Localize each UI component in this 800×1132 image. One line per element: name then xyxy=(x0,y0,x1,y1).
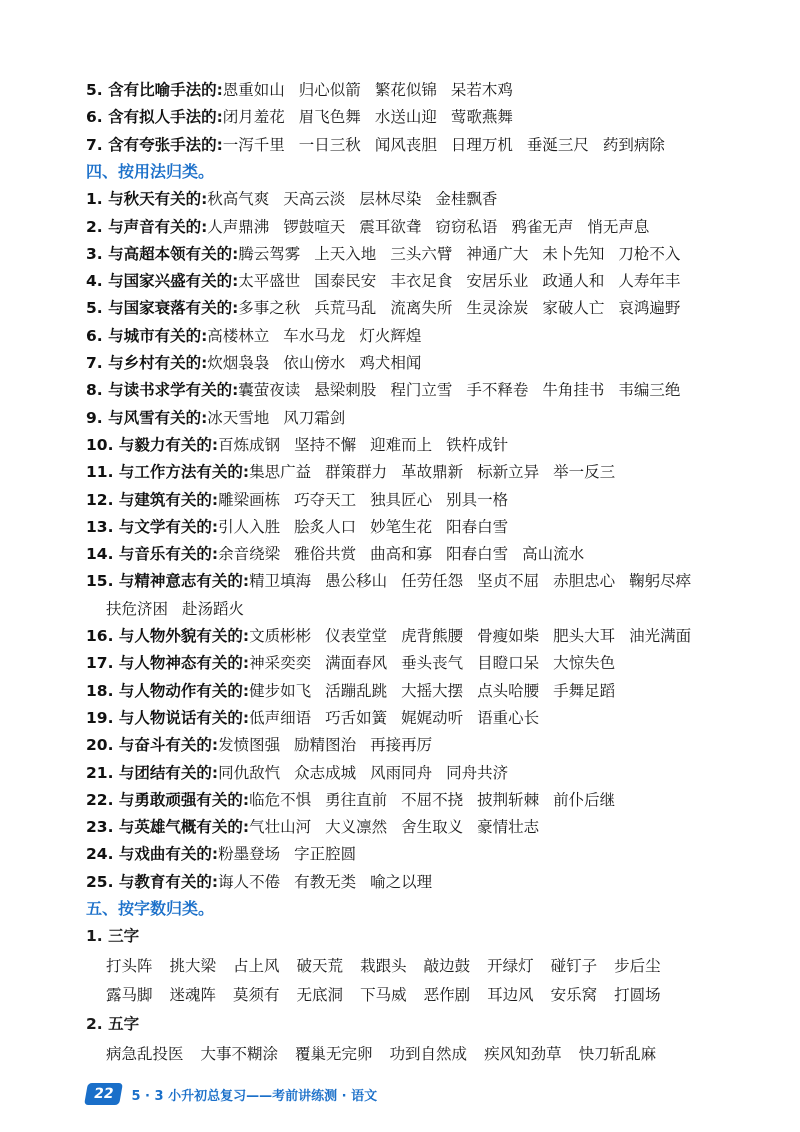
page-number: 22 xyxy=(84,1083,123,1105)
idiom: 风雨同舟 xyxy=(370,763,433,782)
idiom: 打头阵 xyxy=(106,956,153,975)
idiom-list xyxy=(249,791,629,809)
idiom: 不屈不挠 xyxy=(401,790,464,809)
idiom: 精卫填海 xyxy=(249,572,312,591)
char-count-group-label: 1. 三字 xyxy=(86,927,140,946)
idiom-list xyxy=(249,572,705,590)
label-colon: : xyxy=(216,108,223,127)
idiom: 坚持不懈 xyxy=(294,435,357,454)
idiom: 水送山迎 xyxy=(374,108,437,127)
idiom: 疾风知劲草 xyxy=(484,1044,562,1063)
idiom: 牛角挂书 xyxy=(542,381,605,400)
usage-entry xyxy=(86,462,760,482)
idiom: 兵荒马乱 xyxy=(314,299,377,318)
label-colon: : xyxy=(201,354,208,372)
idiom-list xyxy=(238,381,694,399)
entry-label: 12. 与建筑有关的 xyxy=(86,490,212,509)
label-colon: : xyxy=(216,135,223,154)
label-colon: : xyxy=(242,463,250,482)
entry-label: 25. 与教育有关的 xyxy=(86,872,212,891)
idiom: 莫须有 xyxy=(233,985,280,1004)
idiom: 迷魂阵 xyxy=(169,985,217,1004)
idiom-list xyxy=(218,491,522,509)
usage-entry xyxy=(86,353,760,373)
idiom-list xyxy=(207,190,511,208)
idiom-list xyxy=(218,845,370,863)
rhetoric-entry xyxy=(86,135,760,155)
idiom: 病急乱投医 xyxy=(106,1044,184,1063)
char-count-row xyxy=(106,1044,673,1064)
entry-label: 11. 与工作方法有关的 xyxy=(86,463,243,482)
idiom: 巧夺天工 xyxy=(294,490,357,509)
idiom: 坚贞不屈 xyxy=(477,572,540,591)
idiom: 鞠躬尽瘁 xyxy=(629,572,692,591)
book-title: 5 · 3 小升初总复习——考前讲练测 · 语文 xyxy=(131,1088,378,1104)
idiom: 三头六臂 xyxy=(390,244,453,263)
idiom: 点头哈腰 xyxy=(477,681,540,700)
label-colon: : xyxy=(242,572,250,591)
idiom: 大惊失色 xyxy=(553,654,616,673)
entry-label: 6. 与城市有关的 xyxy=(86,326,202,345)
idiom: 恩重如山 xyxy=(222,81,285,99)
idiom-list xyxy=(249,709,553,727)
idiom-list xyxy=(223,81,527,99)
usage-entry xyxy=(86,763,760,783)
idiom: 快刀斩乱麻 xyxy=(578,1044,657,1063)
idiom-list xyxy=(223,108,527,126)
idiom: 日理万机 xyxy=(450,135,513,154)
idiom: 同仇敌忾 xyxy=(218,763,281,782)
label-colon: : xyxy=(242,627,250,645)
idiom: 披荆斩棘 xyxy=(477,790,540,809)
idiom: 赤胆忠心 xyxy=(553,572,616,591)
idiom: 豪情壮志 xyxy=(477,818,540,837)
entry-label: 13. 与文学有关的 xyxy=(86,517,212,536)
idiom: 露马脚 xyxy=(106,985,153,1004)
idiom: 悬梁刺股 xyxy=(314,381,377,400)
label-colon: : xyxy=(232,244,239,263)
idiom: 有教无类 xyxy=(294,872,357,891)
idiom: 手不释卷 xyxy=(466,381,529,400)
usage-entry xyxy=(86,790,760,810)
label-colon: : xyxy=(211,736,219,755)
idiom: 粉墨登场 xyxy=(218,845,281,864)
idiom: 临危不惧 xyxy=(249,790,312,809)
usage-entry xyxy=(86,326,760,346)
idiom: 骨瘦如柴 xyxy=(477,627,540,645)
idiom: 发愤图强 xyxy=(218,736,281,755)
idiom: 大义凛然 xyxy=(325,818,388,837)
idiom: 字正腔圆 xyxy=(294,845,357,864)
usage-entry xyxy=(86,244,760,264)
idiom: 众志成城 xyxy=(294,763,357,782)
idiom: 繁花似锦 xyxy=(374,81,437,99)
idiom: 功到自然成 xyxy=(389,1044,468,1063)
idiom: 太平盛世 xyxy=(238,272,301,291)
label-colon: : xyxy=(242,681,250,700)
entry-label: 5. 与国家衰落有关的 xyxy=(86,299,233,318)
usage-entry xyxy=(86,544,760,564)
idiom: 曲高和寡 xyxy=(370,545,433,564)
char-count-row xyxy=(106,956,678,976)
idiom-list xyxy=(218,736,446,754)
idiom: 下马威 xyxy=(360,985,407,1004)
idiom: 群策群力 xyxy=(325,463,388,482)
idiom: 开绿灯 xyxy=(487,956,534,975)
idiom-list xyxy=(249,818,553,836)
idiom: 秋高气爽 xyxy=(207,190,270,209)
idiom: 安乐窝 xyxy=(550,985,598,1004)
label-colon: : xyxy=(211,872,219,891)
idiom: 人寿年丰 xyxy=(618,272,681,291)
idiom: 铁杵成针 xyxy=(446,435,509,454)
idiom: 碰钉子 xyxy=(550,956,598,975)
idiom: 同舟共济 xyxy=(446,763,509,782)
idiom: 神通广大 xyxy=(466,244,529,263)
idiom: 风刀霜剑 xyxy=(283,408,346,427)
idiom-list xyxy=(207,218,663,236)
idiom: 莺歌燕舞 xyxy=(450,108,513,127)
char-count-group-label: 2. 五字 xyxy=(86,1015,140,1034)
label-colon: : xyxy=(242,818,250,837)
entry-label: 17. 与人物神态有关的 xyxy=(86,654,243,673)
idiom: 囊萤夜读 xyxy=(238,381,301,400)
label-colon: : xyxy=(211,545,219,564)
label-colon: : xyxy=(211,763,219,782)
idiom: 呆若木鸡 xyxy=(450,81,513,99)
idiom-list xyxy=(238,245,694,263)
idiom-list-continuation xyxy=(106,599,760,619)
idiom: 耳边风 xyxy=(487,985,534,1004)
idiom: 未卜先知 xyxy=(542,244,605,263)
idiom: 标新立异 xyxy=(477,463,540,482)
idiom-list xyxy=(249,463,629,481)
idiom-list xyxy=(218,436,522,454)
usage-entry xyxy=(86,517,760,537)
usage-entry xyxy=(86,681,760,701)
rhetoric-entry xyxy=(86,80,760,100)
idiom: 栽跟头 xyxy=(360,956,407,975)
idiom: 安居乐业 xyxy=(466,272,529,291)
usage-entry xyxy=(86,380,760,400)
idiom: 归心似箭 xyxy=(298,81,361,99)
usage-entry xyxy=(86,872,760,892)
entry-label: 14. 与音乐有关的 xyxy=(86,545,212,564)
idiom: 神采奕奕 xyxy=(249,654,312,673)
label-colon: : xyxy=(211,490,219,509)
idiom: 政通人和 xyxy=(542,272,605,291)
idiom: 锣鼓喧天 xyxy=(283,217,346,236)
idiom: 鸦雀无声 xyxy=(511,217,574,236)
idiom: 丰衣足食 xyxy=(390,272,453,291)
section-heading-char-count: 五、按字数归类。 xyxy=(86,899,215,918)
idiom-list xyxy=(223,136,679,154)
idiom: 文质彬彬 xyxy=(249,627,312,645)
idiom: 流离失所 xyxy=(390,299,453,318)
label-colon: : xyxy=(232,381,239,400)
idiom: 一日三秋 xyxy=(298,135,361,154)
idiom: 满面春风 xyxy=(325,654,388,673)
idiom: 金桂飘香 xyxy=(435,190,498,209)
label-colon: : xyxy=(201,190,208,209)
idiom: 刀枪不入 xyxy=(618,244,681,263)
idiom: 语重心长 xyxy=(477,708,540,727)
idiom: 垂头丧气 xyxy=(401,654,464,673)
idiom: 喻之以理 xyxy=(370,872,433,891)
idiom-list xyxy=(218,873,446,891)
label-colon: : xyxy=(232,272,239,291)
usage-entry xyxy=(86,844,760,864)
entry-label: 7. 与乡村有关的 xyxy=(86,354,202,372)
usage-entry xyxy=(86,708,760,728)
idiom: 腾云驾雾 xyxy=(238,244,301,263)
idiom: 肥头大耳 xyxy=(553,627,616,645)
entry-label: 8. 与读书求学有关的 xyxy=(86,381,233,400)
usage-entry xyxy=(86,408,760,428)
idiom-list xyxy=(207,409,359,427)
idiom: 活蹦乱跳 xyxy=(325,681,388,700)
idiom: 闻风丧胆 xyxy=(374,135,437,154)
usage-entry xyxy=(86,189,760,209)
idiom: 独具匠心 xyxy=(370,490,433,509)
idiom-list xyxy=(218,764,522,782)
idiom: 百炼成钢 xyxy=(218,435,281,454)
label-colon: : xyxy=(201,217,208,236)
idiom: 人声鼎沸 xyxy=(207,217,270,236)
idiom: 挑大梁 xyxy=(169,956,217,975)
label-colon: : xyxy=(216,81,223,99)
idiom: 药到病除 xyxy=(602,135,665,154)
idiom: 扶危济困 xyxy=(106,599,169,618)
entry-label: 15. 与精神意志有关的 xyxy=(86,572,243,591)
idiom: 眉飞色舞 xyxy=(298,108,361,127)
idiom: 冰天雪地 xyxy=(207,408,270,427)
usage-entry xyxy=(86,298,760,318)
idiom: 别具一格 xyxy=(446,490,509,509)
idiom: 车水马龙 xyxy=(283,326,346,345)
label-colon: : xyxy=(201,408,208,427)
idiom: 多事之秋 xyxy=(238,299,301,318)
entry-label: 20. 与奋斗有关的 xyxy=(86,736,212,755)
usage-entry xyxy=(86,571,760,591)
usage-entry xyxy=(86,626,760,646)
idiom: 恶作剧 xyxy=(423,985,471,1004)
idiom-list xyxy=(207,327,435,345)
label-colon: : xyxy=(211,845,219,864)
idiom: 高山流水 xyxy=(522,545,585,564)
idiom: 赴汤蹈火 xyxy=(182,599,245,618)
usage-entry xyxy=(86,217,760,237)
idiom: 雅俗共赏 xyxy=(294,545,357,564)
entry-label: 1. 与秋天有关的 xyxy=(86,190,202,209)
idiom: 巧舌如簧 xyxy=(325,708,388,727)
entry-label: 3. 与高超本领有关的 xyxy=(86,244,233,263)
idiom: 韦编三绝 xyxy=(618,381,681,400)
idiom: 引人入胜 xyxy=(218,517,281,536)
idiom: 诲人不倦 xyxy=(218,872,281,891)
page-footer xyxy=(86,1080,377,1108)
label-colon: : xyxy=(211,517,219,536)
usage-entry xyxy=(86,271,760,291)
idiom: 勇往直前 xyxy=(325,790,388,809)
idiom: 无底洞 xyxy=(296,985,344,1004)
entry-label: 19. 与人物说话有关的 xyxy=(86,708,243,727)
idiom-list xyxy=(207,354,435,372)
idiom: 震耳欲聋 xyxy=(359,217,422,236)
idiom: 雕梁画栋 xyxy=(218,490,281,509)
idiom: 家破人亡 xyxy=(542,299,605,318)
idiom: 低声细语 xyxy=(249,708,312,727)
idiom-list xyxy=(249,627,705,645)
idiom: 脍炙人口 xyxy=(294,517,357,536)
idiom: 灯火辉煌 xyxy=(359,326,422,345)
idiom: 高楼林立 xyxy=(207,326,270,345)
entry-label: 21. 与团结有关的 xyxy=(86,763,212,782)
entry-label: 6. 含有拟人手法的 xyxy=(86,108,217,127)
idiom: 窃窃私语 xyxy=(435,217,498,236)
idiom: 覆巢无完卵 xyxy=(295,1044,373,1063)
idiom: 依山傍水 xyxy=(283,354,346,372)
idiom: 闭月羞花 xyxy=(222,108,285,127)
idiom: 健步如飞 xyxy=(249,681,312,700)
idiom: 愚公移山 xyxy=(325,572,388,591)
idiom: 哀鸿遍野 xyxy=(618,299,681,318)
label-colon: : xyxy=(242,654,250,673)
idiom: 励精图治 xyxy=(294,736,357,755)
idiom: 占上风 xyxy=(233,956,280,975)
idiom: 前仆后继 xyxy=(553,790,616,809)
rhetoric-entry xyxy=(86,107,760,127)
idiom: 任劳任怨 xyxy=(401,572,464,591)
idiom: 娓娓动听 xyxy=(401,708,464,727)
idiom: 层林尽染 xyxy=(359,190,422,209)
idiom: 气壮山河 xyxy=(249,818,312,837)
idiom: 再接再厉 xyxy=(370,736,433,755)
usage-entry xyxy=(86,735,760,755)
idiom: 妙笔生花 xyxy=(370,517,433,536)
label-colon: : xyxy=(232,299,239,318)
idiom: 鸡犬相闻 xyxy=(359,354,422,372)
label-colon: : xyxy=(242,708,250,727)
idiom: 天高云淡 xyxy=(283,190,346,209)
idiom: 打圆场 xyxy=(614,985,661,1004)
usage-entry xyxy=(86,490,760,510)
label-colon: : xyxy=(201,326,208,345)
idiom: 油光满面 xyxy=(629,627,692,645)
entry-label: 23. 与英雄气概有关的 xyxy=(86,818,243,837)
idiom: 敲边鼓 xyxy=(423,956,471,975)
idiom: 悄无声息 xyxy=(587,217,650,236)
idiom: 破天荒 xyxy=(296,956,344,975)
usage-entry xyxy=(86,817,760,837)
idiom-list xyxy=(238,272,694,290)
label-colon: : xyxy=(211,435,219,454)
idiom: 生灵涂炭 xyxy=(466,299,529,318)
idiom: 程门立雪 xyxy=(390,381,453,400)
char-count-row xyxy=(106,985,678,1005)
idiom: 大摇大摆 xyxy=(401,681,464,700)
entry-label: 22. 与勇敢顽强有关的 xyxy=(86,790,243,809)
idiom: 虎背熊腰 xyxy=(401,627,464,645)
idiom: 阳春白雪 xyxy=(446,545,509,564)
idiom: 举一反三 xyxy=(553,463,616,482)
idiom: 垂涎三尺 xyxy=(526,135,589,154)
idiom: 上天入地 xyxy=(314,244,377,263)
idiom-list xyxy=(238,299,694,317)
entry-label: 7. 含有夸张手法的 xyxy=(86,135,217,154)
idiom: 国泰民安 xyxy=(314,272,377,291)
idiom: 集思广益 xyxy=(249,463,312,482)
idiom-list xyxy=(249,682,629,700)
usage-entry xyxy=(86,435,760,455)
entry-label: 5. 含有比喻手法的 xyxy=(86,81,217,99)
idiom: 目瞪口呆 xyxy=(477,654,540,673)
section-heading-usage: 四、按用法归类。 xyxy=(86,161,215,181)
label-colon: : xyxy=(242,790,250,809)
idiom: 革故鼎新 xyxy=(401,463,464,482)
entry-label: 9. 与风雪有关的 xyxy=(86,408,202,427)
usage-entry xyxy=(86,653,760,673)
entry-label: 16. 与人物外貌有关的 xyxy=(86,627,243,645)
idiom: 仪表堂堂 xyxy=(325,627,388,645)
idiom: 炊烟袅袅 xyxy=(207,354,270,372)
idiom-list xyxy=(218,545,598,563)
idiom: 舍生取义 xyxy=(401,818,464,837)
idiom: 余音绕梁 xyxy=(218,545,281,564)
entry-label: 2. 与声音有关的 xyxy=(86,217,202,236)
idiom: 步后尘 xyxy=(614,956,661,975)
entry-label: 4. 与国家兴盛有关的 xyxy=(86,272,233,291)
entry-label: 24. 与戏曲有关的 xyxy=(86,845,212,864)
idiom: 大事不糊涂 xyxy=(200,1044,279,1063)
entry-label: 10. 与毅力有关的 xyxy=(86,435,212,454)
entry-label: 18. 与人物动作有关的 xyxy=(86,681,243,700)
idiom-list xyxy=(218,518,522,536)
idiom: 迎难而上 xyxy=(370,435,433,454)
idiom: 一泻千里 xyxy=(222,135,285,154)
idiom: 手舞足蹈 xyxy=(553,681,616,700)
idiom: 阳春白雪 xyxy=(446,517,509,536)
idiom-list xyxy=(249,654,629,672)
